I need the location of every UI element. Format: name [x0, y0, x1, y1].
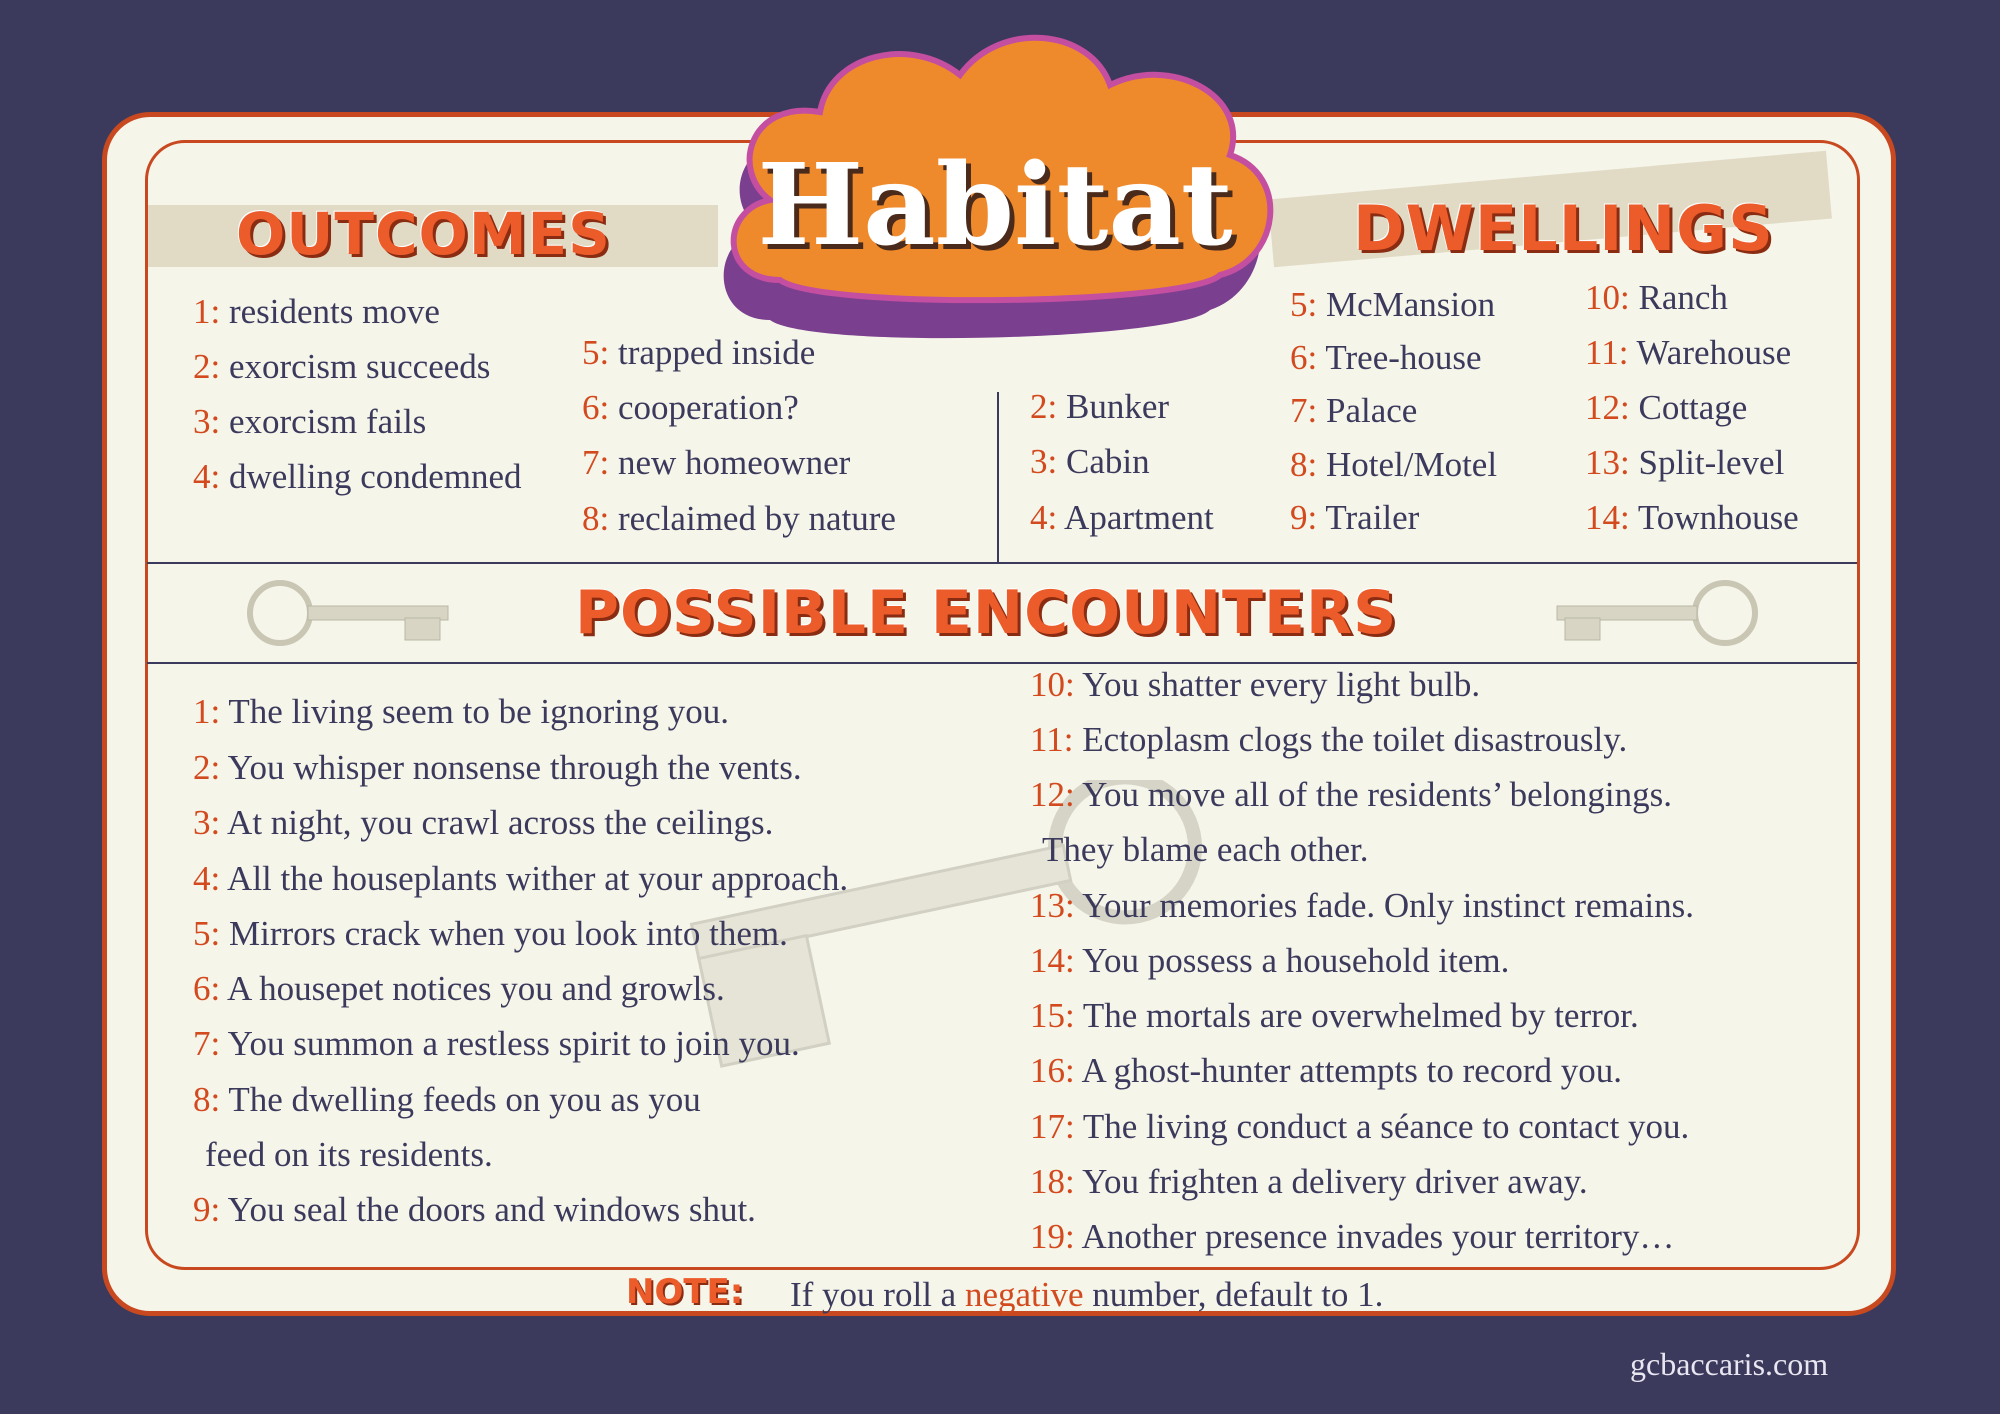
dwelling-item: 9: Trailer: [1290, 498, 1420, 537]
outcome-item: 4: dwelling condemned: [193, 457, 522, 496]
encounter-item: 7: You summon a restless spirit to join you.: [193, 1024, 800, 1063]
encounter-item: 3: At night, you crawl across the ceilings.: [193, 803, 774, 842]
encounter-item: 14: You possess a household item.: [1030, 941, 1510, 980]
note-highlight: negative: [964, 1275, 1084, 1314]
encounter-item: 18: You frighten a delivery driver away.: [1030, 1162, 1588, 1201]
outcome-item: 8: reclaimed by nature: [582, 499, 896, 538]
encounter-item: 2: You whisper nonsense through the vents.: [193, 748, 802, 787]
outcome-item: 2: exorcism succeeds: [193, 347, 491, 386]
encounter-item: 13: Your memories fade. Only instinct remains.: [1030, 886, 1694, 925]
encounter-item-continued: They blame each other.: [1042, 830, 1369, 869]
site-credit: gcbaccaris.com: [1630, 1346, 1829, 1382]
outcome-item: 7: new homeowner: [582, 443, 851, 482]
outcome-item: 3: exorcism fails: [193, 402, 427, 441]
dwelling-item: 13: Split-level: [1585, 443, 1785, 482]
dwelling-item: 6: Tree-house: [1290, 338, 1482, 377]
encounter-item-continued: feed on its residents.: [205, 1135, 493, 1174]
dwellings-heading: DWELLINGS: [1353, 192, 1774, 265]
encounters-heading: POSSIBLE ENCOUNTERS: [575, 578, 1398, 648]
dwelling-item: 14: Townhouse: [1585, 498, 1799, 537]
dwelling-item: 5: McMansion: [1290, 285, 1496, 324]
key-icon: [1545, 578, 1765, 648]
dwelling-item: 2: Bunker: [1030, 387, 1170, 426]
dwelling-item: 11: Warehouse: [1585, 333, 1792, 372]
divider-middle: [147, 662, 1857, 664]
outcome-item: 5: trapped inside: [582, 333, 816, 372]
encounter-item: 16: A ghost-hunter attempts to record you.: [1030, 1051, 1623, 1090]
encounter-item: 12: You move all of the residents’ belongings.: [1030, 775, 1672, 814]
outcome-item: 1: residents move: [193, 292, 440, 331]
encounter-item: 11: Ectoplasm clogs the toilet disastrously.: [1030, 720, 1628, 759]
divider-vertical: [997, 392, 999, 562]
encounter-item: 17: The living conduct a séance to contact you.: [1030, 1107, 1690, 1146]
encounter-item: 9: You seal the doors and windows shut.: [193, 1190, 756, 1229]
key-icon: [240, 578, 460, 648]
encounter-item: 4: All the houseplants wither at your approach.: [193, 859, 849, 898]
dwelling-item: 3: Cabin: [1030, 442, 1150, 481]
page-title: Habitat: [757, 140, 1233, 271]
dwelling-item: 12: Cottage: [1585, 388, 1748, 427]
encounter-item: 10: You shatter every light bulb.: [1030, 665, 1481, 704]
encounter-item: 6: A housepet notices you and growls.: [193, 969, 725, 1008]
divider-top: [147, 562, 1857, 564]
dwelling-item: 8: Hotel/Motel: [1290, 445, 1498, 484]
note-label: NOTE:: [626, 1272, 744, 1312]
encounter-item: 1: The living seem to be ignoring you.: [193, 692, 729, 731]
dwelling-item: 7: Palace: [1290, 391, 1418, 430]
dwelling-item: 4: Apartment: [1030, 498, 1214, 537]
outcomes-heading: OUTCOMES: [236, 200, 611, 268]
encounter-item: 19: Another presence invades your territory…: [1030, 1217, 1675, 1256]
encounter-item: 5: Mirrors crack when you look into them.: [193, 914, 788, 953]
note-text: If you roll a negative number, default to 1.: [790, 1275, 1384, 1314]
encounter-item: 15: The mortals are overwhelmed by terror.: [1030, 996, 1639, 1035]
dwelling-item: 10: Ranch: [1585, 278, 1728, 317]
outcome-item: 6: cooperation?: [582, 388, 799, 427]
title-badge: [700, 20, 1290, 360]
encounter-item: 8: The dwelling feeds on you as you: [193, 1080, 701, 1119]
